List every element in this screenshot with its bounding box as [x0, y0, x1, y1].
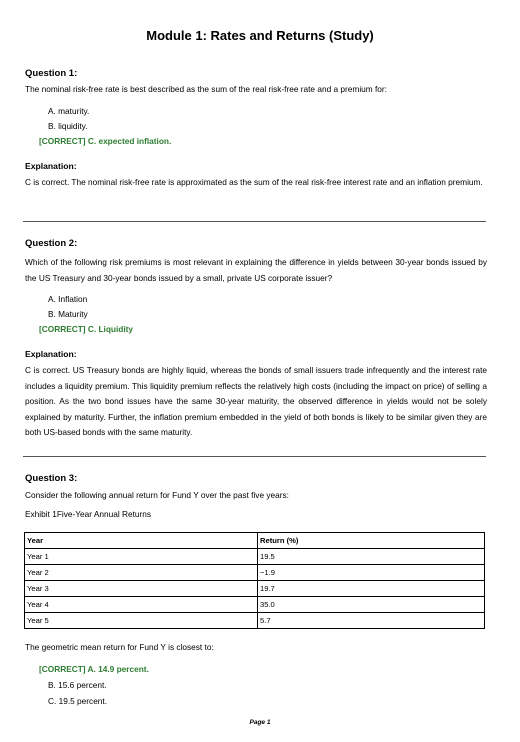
exhibit-title: Exhibit 1Five-Year Annual Returns: [25, 509, 152, 519]
table-row: [25, 613, 485, 629]
question-1-text: The nominal risk-free rate is best described as the sum of the real risk-free rate and a premium for:: [25, 84, 387, 94]
question-1-option-a: A. maturity.: [48, 106, 90, 116]
question-2-option-c-correct: [CORRECT] C. Liquidity: [39, 324, 134, 334]
section-divider: [23, 456, 486, 457]
table-cell-return: 19.7: [258, 581, 485, 597]
table-row: [25, 597, 485, 613]
table-cell-year: Year 1: [25, 549, 258, 565]
table-cell-year: Year 4: [25, 597, 258, 613]
question-2-option-a: A. Inflation: [48, 294, 88, 304]
table-cell-year: Year 3: [25, 581, 258, 597]
table-header-year: Year: [25, 533, 258, 549]
table-cell-return: −1.9: [258, 565, 485, 581]
question-3-prompt: The geometric mean return for Fund Y is closest to:: [25, 642, 214, 652]
table-row: [25, 581, 485, 597]
question-2-explanation: C is correct. US Treasury bonds are highly liquid, whereas the bonds of small issuers trade infrequently and the interest rate includes a liquidity premium. This liquidity premium reflects the relatively high costs (including the impact on price) of selling a position. As the two bond issues have the same 30-year maturity, the observed difference in yields would not be solely explained by maturity. Further, the inflation premium embedded in the yield of both bonds is likely to be similar given they are both US-based bonds with the same maturity.: [25, 365, 487, 437]
question-2-text: Which of the following risk premiums is most relevant in explaining the difference in yields between 30-year bonds issued by the US Treasury and 30-year bonds issued by a small, private US corporate issuer?: [25, 257, 487, 283]
question-2-explanation-title: Explanation:: [25, 349, 77, 359]
question-1-explanation: C is correct. The nominal risk-free rate is approximated as the sum of the real risk-free interest rate and an inflation premium.: [25, 177, 483, 187]
question-3-option-a-correct: [CORRECT] A. 14.9 percent.: [39, 664, 149, 674]
question-1-option-b: B. liquidity.: [48, 121, 88, 131]
question-3-title: Question 3:: [25, 473, 78, 484]
question-2-title: Question 2:: [25, 238, 78, 249]
table-cell-year: Year 5: [25, 613, 258, 629]
page-number: Page 1: [249, 719, 271, 726]
table-row: [25, 549, 485, 565]
question-3-text: Consider the following annual return for Fund Y over the past five years:: [25, 490, 289, 500]
question-1-option-c-correct: [CORRECT] C. expected inflation.: [39, 136, 172, 146]
question-3-option-c: C. 19.5 percent.: [48, 696, 108, 706]
section-divider: [23, 221, 486, 222]
returns-table: [24, 532, 485, 629]
table-cell-return: 5.7: [258, 613, 485, 629]
question-1-title: Question 1:: [25, 68, 78, 79]
question-2-option-b: B. Maturity: [48, 309, 88, 319]
question-3-option-b: B. 15.6 percent.: [48, 680, 107, 690]
question-1-explanation-title: Explanation:: [25, 161, 77, 171]
table-header-row: [25, 533, 485, 549]
table-cell-return: 19.5: [258, 549, 485, 565]
table-row: [25, 565, 485, 581]
table-header-return: Return (%): [258, 533, 485, 549]
table-cell-year: Year 2: [25, 565, 258, 581]
page-title: Module 1: Rates and Returns (Study): [146, 28, 374, 43]
table-cell-return: 35.0: [258, 597, 485, 613]
